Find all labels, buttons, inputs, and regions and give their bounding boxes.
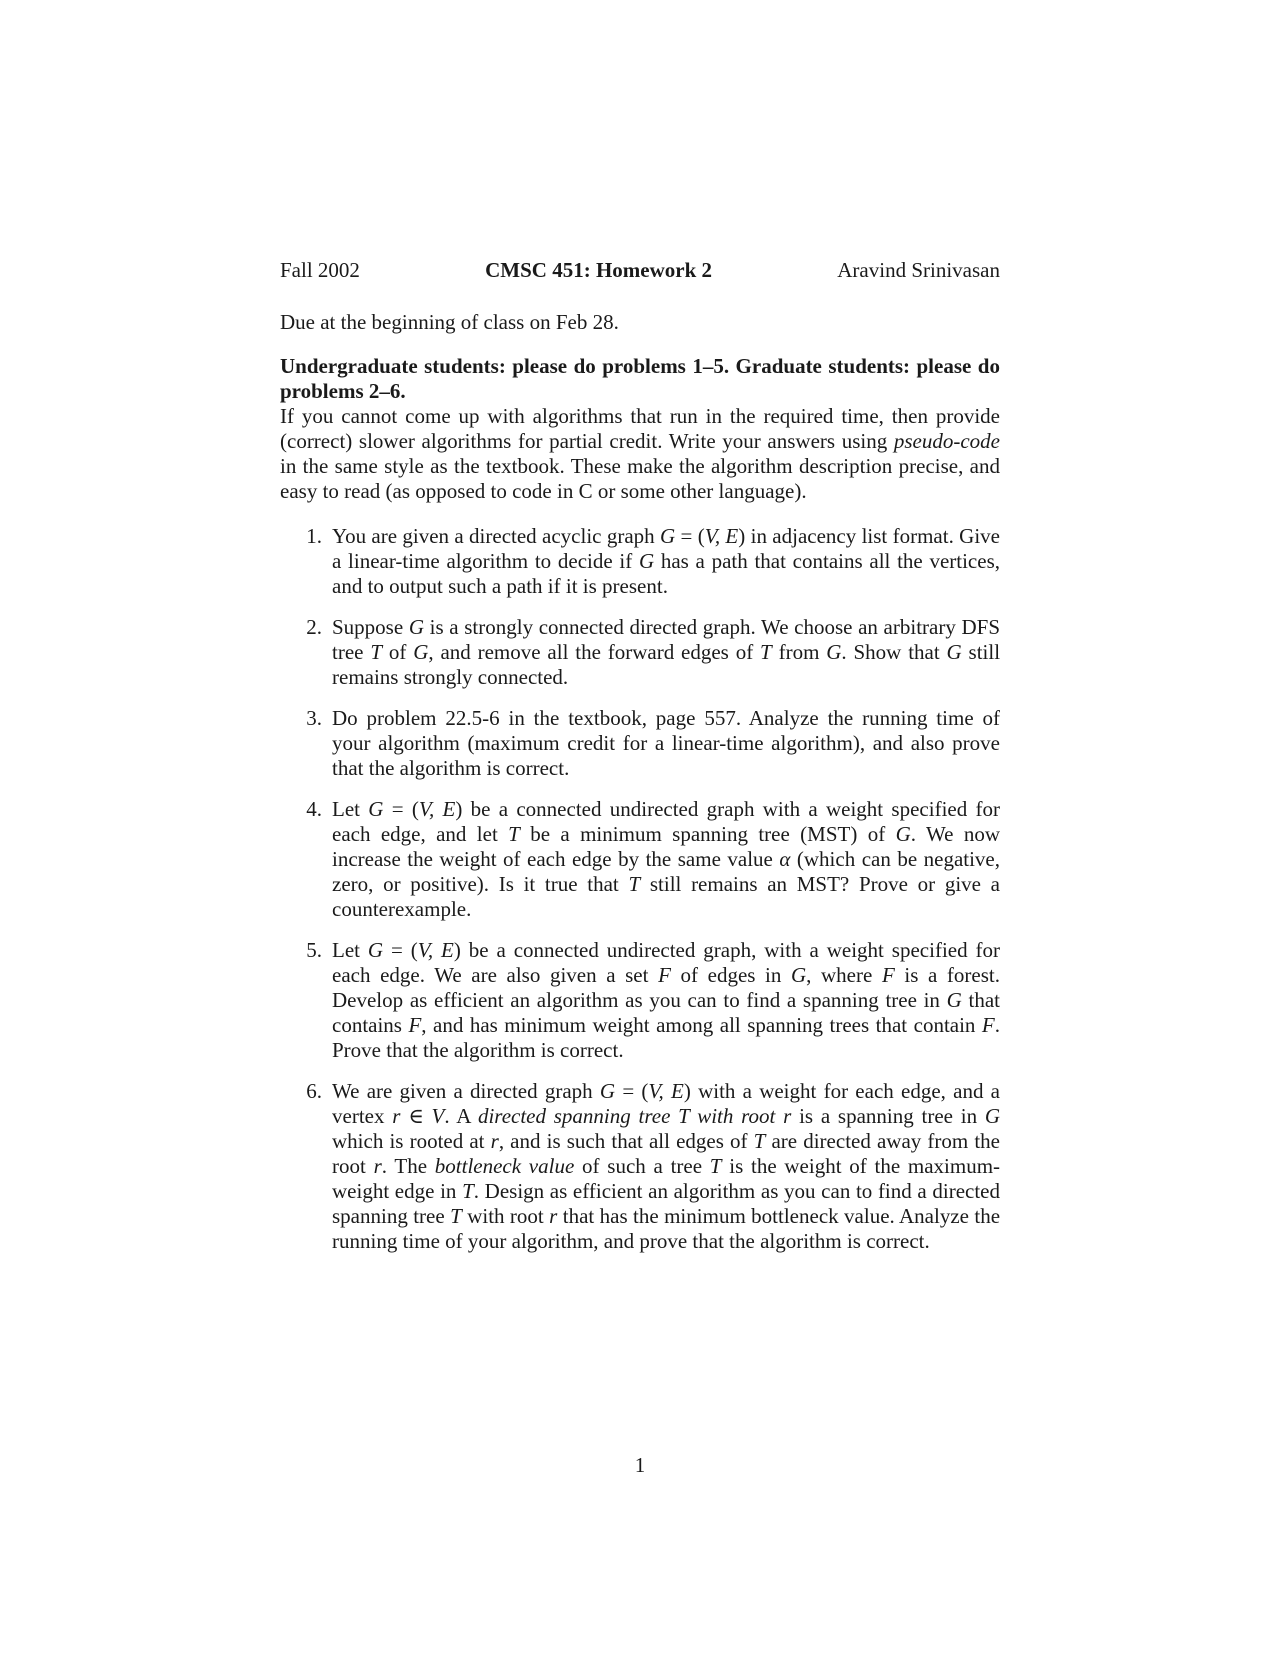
math-var: T xyxy=(450,1204,462,1228)
math-var: r xyxy=(373,1154,382,1178)
text-run: ∈ xyxy=(400,1104,432,1128)
problem-3 xyxy=(280,706,1000,781)
instructions-text-1: If you cannot come up with algorithms that run in the required time, then provide (correct) slower algorithms for partial credit. Write your answers using xyxy=(280,404,1000,453)
emphasis-term: directed spanning tree T with root r xyxy=(477,1104,792,1128)
page-header xyxy=(280,258,1000,290)
problem-5 xyxy=(280,938,1000,1063)
text-run: from xyxy=(778,640,820,664)
math-var: G xyxy=(826,640,842,664)
text-run: (which can be negative, zero, or positive). Is it true that xyxy=(332,847,1001,896)
instructions xyxy=(280,354,1000,504)
text-run: that contains xyxy=(332,988,1001,1037)
problem-text xyxy=(332,797,1000,922)
math-var: G xyxy=(413,640,429,664)
text-run: . We now increase the weight of each edge by the same value xyxy=(332,822,1001,871)
text-run: We are given a directed graph xyxy=(332,1079,593,1103)
text-run: which is rooted at xyxy=(332,1129,485,1153)
text-run: is a forest. Develop as efficient an algorithm as you can to find a spanning tree in xyxy=(332,963,1000,1012)
math-var: V, E xyxy=(704,524,739,548)
math-var: T xyxy=(760,640,772,664)
text-run: Let xyxy=(332,938,360,962)
problem-text xyxy=(332,1079,1000,1254)
problem-2 xyxy=(280,615,1000,690)
text-run: has a path that contains all the vertices, and to output such a path if it is present. xyxy=(332,549,1001,598)
math-var: G xyxy=(408,615,424,639)
text-run: of xyxy=(388,640,407,664)
semester-label: Fall 2002 xyxy=(280,258,360,282)
math-var: G xyxy=(984,1104,1001,1128)
text-run: with root xyxy=(467,1204,544,1228)
text-run: = ( xyxy=(383,938,418,962)
math-var: T xyxy=(370,640,383,664)
text-run: of edges in xyxy=(680,963,782,987)
text-run: , and is such that all edges of xyxy=(498,1129,748,1153)
math-var: G xyxy=(368,797,384,821)
math-var: F xyxy=(881,963,895,987)
text-run: that has the minimum bottleneck value. Analyze the running time of your algorithm, and prove that the algorithm is correct. xyxy=(332,1204,1001,1253)
text-run: = ( xyxy=(615,1079,649,1103)
math-var: G xyxy=(599,1079,616,1103)
problem-text xyxy=(332,615,1000,690)
problem-6 xyxy=(280,1079,1000,1254)
instructions-bold: Undergraduate students: please do problems 1–5. Graduate students: please do problems 2–6. xyxy=(280,354,1000,403)
math-var: F xyxy=(981,1013,995,1037)
course-title: CMSC 451: Homework 2 xyxy=(485,258,713,282)
problem-number: 4. xyxy=(306,797,322,821)
text-run: is the weight of the maximum-weight edge in xyxy=(332,1154,1001,1203)
text-run: , where xyxy=(806,963,873,987)
text-run: . Show that xyxy=(841,640,940,664)
text-run: Let xyxy=(332,797,360,821)
text-run: . Prove that the algorithm is correct. xyxy=(332,1013,1000,1062)
math-var: r xyxy=(549,1204,558,1228)
math-var: V, E xyxy=(418,797,456,821)
math-var: T xyxy=(709,1154,722,1178)
text-run: Suppose xyxy=(332,615,404,639)
text-run: = ( xyxy=(675,524,705,548)
problem-number: 1. xyxy=(306,524,322,548)
problem-number: 5. xyxy=(306,938,322,962)
instructions-italic: pseudo-code xyxy=(893,429,1000,453)
homework-page xyxy=(280,258,1000,1270)
problem-text xyxy=(332,938,1000,1063)
due-date: Due at the beginning of class on Feb 28. xyxy=(280,310,619,334)
text-run: ) with a weight for each edge, and a vertex xyxy=(332,1079,1000,1128)
problem-number: 6. xyxy=(306,1079,322,1103)
math-var: T xyxy=(508,822,520,846)
math-var: T xyxy=(628,872,641,896)
math-var: G xyxy=(660,524,676,548)
emphasis-term: bottleneck value xyxy=(434,1154,575,1178)
math-var: F xyxy=(408,1013,422,1037)
math-var: G xyxy=(367,938,384,962)
math-var: G xyxy=(946,640,962,664)
math-var: V, E xyxy=(648,1079,684,1103)
text-run: still remains an MST? Prove or give a counterexample. xyxy=(332,872,1000,921)
math-var: V xyxy=(431,1104,445,1128)
text-run: is a strongly connected directed graph. We choose an arbitrary DFS tree xyxy=(332,615,1001,664)
instructor-name: Aravind Srinivasan xyxy=(837,258,1000,282)
problem-number: 2. xyxy=(306,615,322,639)
text-run: ) in adjacency list format. Give a linear-time algorithm to decide if xyxy=(332,524,1000,573)
text-run: are directed away from the root xyxy=(332,1129,1001,1178)
text-run: be a minimum spanning tree (MST) of xyxy=(530,822,886,846)
problem-1 xyxy=(280,524,1000,599)
math-var: F xyxy=(658,963,671,987)
problem-4 xyxy=(280,797,1000,922)
math-var: T xyxy=(753,1129,766,1153)
math-var: G xyxy=(946,988,962,1012)
problem-text xyxy=(332,524,1000,599)
text-run: , and remove all the forward edges of xyxy=(428,640,754,664)
text-run: of such a tree xyxy=(582,1154,703,1178)
problem-text: Do problem 22.5-6 in the textbook, page 557. Analyze the running time of your algorithm (maximum credit for a linear-time algorithm), and also prove that the algorithm is correct. xyxy=(332,706,1000,780)
math-var: G xyxy=(895,822,911,846)
text-run: , and has minimum weight among all spanning trees that contain xyxy=(421,1013,976,1037)
math-var: T xyxy=(462,1179,474,1203)
instructions-text-2: in the same style as the textbook. These make the algorithm description precise, and easy to read (as opposed to code in C or some other language). xyxy=(280,454,1000,503)
text-run: . Design as efficient an algorithm as you can to find a directed spanning tree xyxy=(332,1179,1001,1228)
problem-list xyxy=(280,524,1000,1254)
text-run: . The xyxy=(381,1154,428,1178)
math-var: G xyxy=(790,963,807,987)
text-run: = ( xyxy=(383,797,419,821)
math-var: G xyxy=(638,549,655,573)
problem-number: 3. xyxy=(306,706,322,730)
math-var: r xyxy=(392,1104,401,1128)
text-run: . A xyxy=(444,1104,471,1128)
text-run: ) be a connected undirected graph with a weight specified for each edge, and let xyxy=(332,797,1001,846)
page-number: 1 xyxy=(634,1453,646,1477)
text-run: You are given a directed acyclic graph xyxy=(332,524,655,548)
text-run: still remains strongly connected. xyxy=(332,640,1001,689)
text-run: is a spanning tree in xyxy=(799,1104,978,1128)
math-var: r xyxy=(490,1129,499,1153)
math-var: V, E xyxy=(417,938,454,962)
text-run: ) be a connected undirected graph, with a weight specified for each edge. We are also given a set xyxy=(332,938,1001,987)
math-var: α xyxy=(779,847,791,871)
